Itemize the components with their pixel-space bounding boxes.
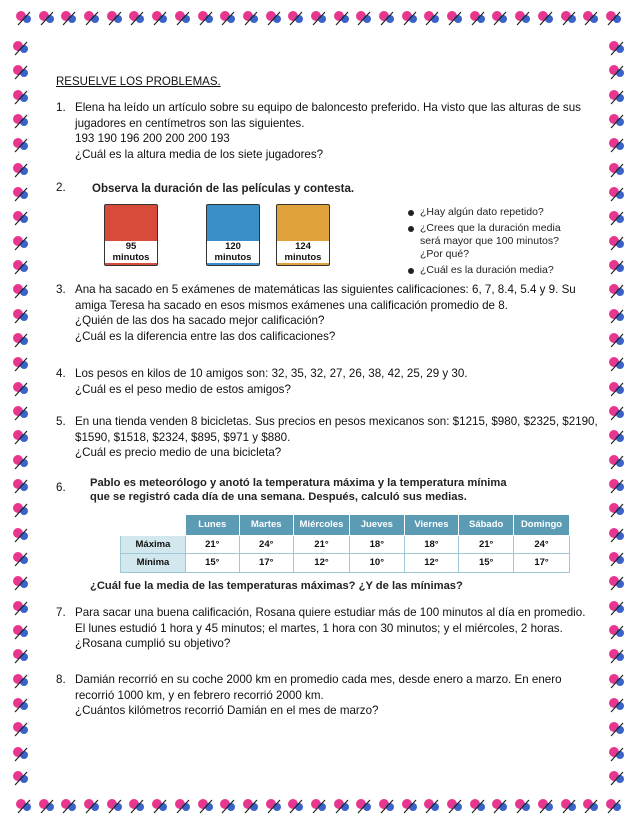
table-cell: 21° [459,535,514,554]
ornament-icon [490,8,510,28]
ornament-icon [607,306,627,326]
ornament-icon [11,233,31,253]
ornament-icon [59,8,79,28]
ornament-icon [607,452,627,472]
problem-line: ¿Cuál es la altura media de los siete jugadores? [75,147,324,161]
ornament-icon [604,8,624,28]
ornament-icon [309,8,329,28]
problem-line: En una tienda venden 8 bicicletas. Sus precios en pesos mexicanos son: $1215, $980, $2325, $2190, [75,415,598,428]
table-cell: 24° [239,535,293,554]
column-header: Sábado [459,515,514,536]
ornament-icon [354,8,374,28]
table-header-row [121,515,570,536]
ornament-icon [400,796,420,816]
ornament-icon [241,796,261,816]
ornament-icon [607,476,627,496]
border-top [14,6,624,30]
ornament-icon [607,87,627,107]
ornament-icon [607,525,627,545]
ornament-icon [11,38,31,58]
ornament-icon [468,8,488,28]
ornament-icon [241,8,261,28]
problem-line: Los pesos en kilos de 10 amigos son: 32, 35, 32, 27, 26, 38, 42, 25, 29 y 30. [75,367,468,380]
ornament-icon [37,8,57,28]
problem-line: ¿Cuál es el peso medio de estos amigos? [75,382,291,396]
ornament-icon [607,646,627,666]
ornament-icon [82,796,102,816]
problem-line: Elena ha leído un artículo sobre su equipo de baloncesto preferido. Ha visto que las alturas de sus [75,101,581,114]
ornament-icon [607,330,627,350]
ornament-icon [581,8,601,28]
ornament-icon [607,62,627,82]
ornament-icon [607,768,627,788]
ornament-icon [607,38,627,58]
ornament-icon [581,796,601,816]
temperature-caption: Pablo es meteorólogo y anotó la temperatura máxima y la temperatura mínima [90,477,507,489]
problem-line: $1590, $1518, $2324, $895, $971 y $880. [75,430,291,444]
table-cell: 15° [185,554,239,573]
ornament-icon [559,8,579,28]
ornament-icon [607,695,627,715]
ornament-icon [400,8,420,28]
ornament-icon [354,796,374,816]
problem-line: Ana ha sacado en 5 exámenes de matemáticas las siguientes calificaciones: 6, 7, 8.4, 5.4 y 9. Su [75,283,576,296]
ornament-icon [11,379,31,399]
ornament-icon [607,184,627,204]
ornament-icon [536,796,556,816]
problem-line: ¿Cuál es la diferencia entre las dos calificaciones? [75,329,336,343]
ornament-icon [196,8,216,28]
ornament-icon [422,8,442,28]
ornament-icon [264,796,284,816]
ornament-icon [127,796,147,816]
movie-question: ¿Hay algún dato repetido? [408,206,578,219]
movies-figure [86,182,561,276]
ornament-icon [332,796,352,816]
ornament-icon [332,8,352,28]
ornament-icon [11,646,31,666]
problem-number: 3. [56,283,66,296]
ornament-icon [607,671,627,691]
ornament-icon [607,719,627,739]
page-title: RESUELVE LOS PROBLEMAS. [56,76,221,88]
table-cell: 21° [293,535,349,554]
ornament-icon [218,796,238,816]
ornament-icon [607,111,627,131]
temperature-table [120,514,570,573]
lion-icon [277,205,329,243]
ornament-icon [607,379,627,399]
ornament-icon [468,796,488,816]
ornament-icon [11,476,31,496]
ornament-icon [607,549,627,569]
ornament-icon [11,744,31,764]
ornament-icon [607,622,627,642]
ornament-icon [11,87,31,107]
table-cell: 21° [185,535,239,554]
problem-line: 193 190 196 200 200 200 193 [75,132,230,145]
problem-line: ¿Quién de las dos ha sacado mejor calificación? [75,314,325,327]
ornament-icon [173,8,193,28]
temperature-figure [80,476,570,596]
ornament-icon [11,160,31,180]
table-cell: 12° [404,554,459,573]
table-cell: 12° [293,554,349,573]
ornament-icon [11,695,31,715]
ornament-icon [607,160,627,180]
problem-line: ¿Cuántos kilómetros recorrió Damián en el mes de marzo? [75,704,379,717]
ornament-icon [150,796,170,816]
ornament-icon [11,500,31,520]
row-header: Máxima [121,535,186,554]
column-header: Jueves [350,515,404,536]
ornament-icon [607,744,627,764]
table-cell: 24° [514,535,570,554]
ornament-icon [11,598,31,618]
ornament-icon [607,135,627,155]
ornament-icon [11,111,31,131]
ornament-icon [11,427,31,447]
ornament-icon [264,8,284,28]
ornament-icon [559,796,579,816]
problem-line: Damián recorrió en su coche 2000 km en promedio cada mes, desde enero a marzo. En enero [75,673,562,686]
problem-line: El lunes estudió 1 hora y 45 minutos; el martes, 1 hora con 30 minutos; y el miércoles, 2 horas. [75,621,563,635]
row-header: Mínima [121,554,186,573]
ornament-icon [14,8,34,28]
ornament-icon [11,354,31,374]
monster-icon [105,205,157,243]
column-header: Lunes [185,515,239,536]
ornament-icon [11,208,31,228]
ornament-icon [11,62,31,82]
ornament-icon [11,622,31,642]
ornament-icon [11,671,31,691]
problem-line: Para sacar una buena calificación, Rosana quiere estudiar más de 100 minutos al día en promedio. [75,606,586,619]
ornament-icon [607,427,627,447]
table-cell: 18° [350,535,404,554]
ornament-icon [11,330,31,350]
ornament-icon [607,573,627,593]
problem-number: 2. [56,181,66,194]
ornament-icon [607,403,627,423]
border-bottom [14,794,624,818]
table-row [121,554,570,573]
ornament-icon [377,8,397,28]
border-left [10,38,32,788]
table-row [121,535,570,554]
ornament-icon [607,500,627,520]
problem-line: recorrió 1000 km, y en febrero recorrió 2000 km. [75,688,324,702]
movie-question: ¿Crees que la duración media será mayor que 100 minutos? ¿Por qué? [408,222,578,261]
ornament-icon [105,796,125,816]
ornament-icon [14,796,34,816]
ornament-icon [11,403,31,423]
ornament-icon [11,549,31,569]
column-header: Viernes [404,515,459,536]
ornament-icon [11,306,31,326]
movie-book [104,204,158,266]
ornament-icon [513,8,533,28]
problem-number: 8. [56,673,66,686]
ornament-icon [11,184,31,204]
ornament-icon [309,796,329,816]
ornament-icon [536,8,556,28]
movies-caption: Observa la duración de las películas y contesta. [92,183,355,195]
movie-book [206,204,260,266]
problem-line: jugadores en centímetros son las siguientes. [75,116,305,130]
ornament-icon [607,208,627,228]
movie-question: ¿Cuál es la duración media? [408,264,578,277]
ornament-icon [59,796,79,816]
problem-number: 7. [56,606,66,619]
border-right [606,38,628,788]
table-cell: 15° [459,554,514,573]
table-cell: 17° [239,554,293,573]
ornament-icon [11,452,31,472]
ornament-icon [196,796,216,816]
ornament-icon [11,768,31,788]
ornament-icon [11,257,31,277]
movie-book [276,204,330,266]
problem-line: ¿Rosana cumplió su objetivo? [75,637,231,650]
column-header: Martes [239,515,293,536]
temperature-caption: que se registró cada día de una semana. Después, calculó sus medias. [90,491,467,503]
table-cell: 10° [350,554,404,573]
temperature-question: ¿Cuál fue la media de las temperaturas máximas? ¿Y de las mínimas? [90,580,463,592]
ornament-icon [11,281,31,301]
column-header: Miércoles [293,515,349,536]
ornament-icon [422,796,442,816]
ornament-icon [604,796,624,816]
ornament-icon [607,233,627,253]
ornament-icon [607,281,627,301]
table-cell: 18° [404,535,459,554]
ornament-icon [105,8,125,28]
ornament-icon [11,719,31,739]
ornament-icon [445,8,465,28]
ornament-icon [11,135,31,155]
ornament-icon [150,8,170,28]
ornament-icon [82,8,102,28]
ornament-icon [127,8,147,28]
ornament-icon [286,8,306,28]
problem-number: 4. [56,367,66,380]
ornament-icon [173,796,193,816]
ornament-icon [218,8,238,28]
table-cell: 17° [514,554,570,573]
problem-line: ¿Cuál es precio medio de una bicicleta? [75,446,282,459]
movie-duration-label: 124 minutos [277,241,329,263]
ornament-icon [37,796,57,816]
column-header: Domingo [514,515,570,536]
problem-number: 1. [56,101,66,114]
ufo-icon [207,205,259,243]
ornament-icon [445,796,465,816]
movie-questions [408,206,578,280]
ornament-icon [607,257,627,277]
ornament-icon [490,796,510,816]
ornament-icon [607,354,627,374]
problem-number: 5. [56,415,66,428]
movie-duration-label: 120 minutos [207,241,259,263]
ornament-icon [607,598,627,618]
ornament-icon [11,573,31,593]
movie-duration-label: 95 minutos [105,241,157,263]
ornament-icon [11,525,31,545]
problem-number: 6. [56,481,66,494]
ornament-icon [377,796,397,816]
ornament-icon [513,796,533,816]
ornament-icon [286,796,306,816]
problem-line: amiga Teresa ha sacado en esos mismos exámenes una calificación promedio de 8. [75,298,508,312]
